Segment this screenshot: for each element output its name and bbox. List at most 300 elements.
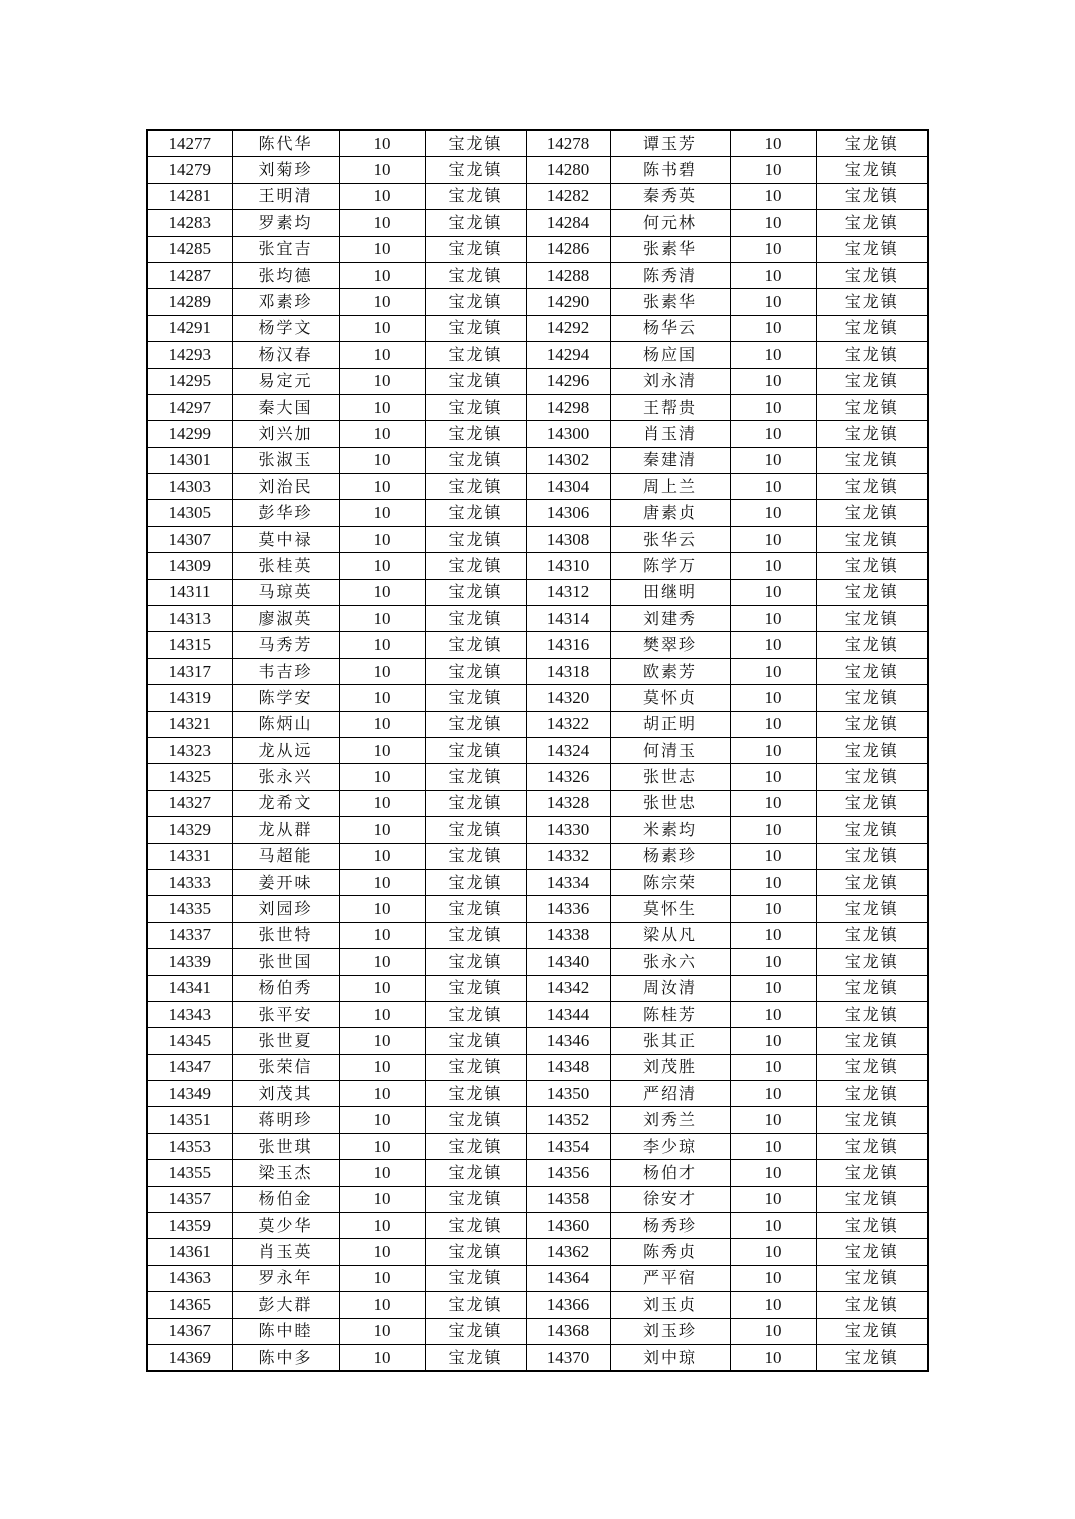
amount-cell: 10 [730, 922, 816, 948]
person-name-cell: 陈学安 [232, 685, 339, 711]
town-name-cell: 宝龙镇 [425, 447, 526, 473]
person-name-cell: 王明清 [232, 183, 339, 209]
record-number-cell: 14337 [147, 922, 232, 948]
record-number-cell: 14355 [147, 1160, 232, 1186]
person-name-cell: 罗素均 [232, 210, 339, 236]
person-name-cell: 易定元 [232, 368, 339, 394]
person-name-cell: 彭大群 [232, 1292, 339, 1318]
amount-cell: 10 [339, 342, 425, 368]
table-row [147, 210, 928, 236]
record-number-cell: 14323 [147, 737, 232, 763]
town-name-cell: 宝龙镇 [425, 421, 526, 447]
person-name-cell: 刘秀兰 [610, 1107, 730, 1133]
person-name-cell: 杨素珍 [610, 843, 730, 869]
town-name-cell: 宝龙镇 [425, 922, 526, 948]
person-name-cell: 莫怀贞 [610, 685, 730, 711]
person-name-cell: 张桂英 [232, 553, 339, 579]
record-number-cell: 14298 [526, 394, 610, 420]
town-name-cell: 宝龙镇 [816, 685, 928, 711]
person-name-cell: 张均德 [232, 262, 339, 288]
table-row [147, 764, 928, 790]
table-row [147, 1028, 928, 1054]
record-number-cell: 14279 [147, 157, 232, 183]
amount-cell: 10 [339, 474, 425, 500]
amount-cell: 10 [730, 526, 816, 552]
record-number-cell: 14341 [147, 975, 232, 1001]
record-number-cell: 14290 [526, 289, 610, 315]
record-number-cell: 14332 [526, 843, 610, 869]
town-name-cell: 宝龙镇 [425, 1081, 526, 1107]
person-name-cell: 刘园珍 [232, 896, 339, 922]
amount-cell: 10 [730, 130, 816, 157]
amount-cell: 10 [339, 1107, 425, 1133]
record-number-cell: 14329 [147, 817, 232, 843]
record-number-cell: 14345 [147, 1028, 232, 1054]
town-name-cell: 宝龙镇 [425, 949, 526, 975]
amount-cell: 10 [339, 236, 425, 262]
amount-cell: 10 [339, 1001, 425, 1027]
table-row [147, 869, 928, 895]
table-row [147, 315, 928, 341]
amount-cell: 10 [730, 447, 816, 473]
amount-cell: 10 [339, 658, 425, 684]
town-name-cell: 宝龙镇 [816, 737, 928, 763]
person-name-cell: 龙希文 [232, 790, 339, 816]
record-number-cell: 14293 [147, 342, 232, 368]
record-number-cell: 14322 [526, 711, 610, 737]
record-number-cell: 14309 [147, 553, 232, 579]
person-name-cell: 严绍清 [610, 1081, 730, 1107]
town-name-cell: 宝龙镇 [425, 1054, 526, 1080]
person-name-cell: 杨伯金 [232, 1186, 339, 1212]
amount-cell: 10 [730, 1344, 816, 1371]
record-number-cell: 14321 [147, 711, 232, 737]
person-name-cell: 龙从群 [232, 817, 339, 843]
amount-cell: 10 [339, 1186, 425, 1212]
amount-cell: 10 [339, 949, 425, 975]
record-number-cell: 14324 [526, 737, 610, 763]
town-name-cell: 宝龙镇 [816, 817, 928, 843]
person-name-cell: 马琼英 [232, 579, 339, 605]
amount-cell: 10 [730, 210, 816, 236]
person-name-cell: 刘永清 [610, 368, 730, 394]
record-number-cell: 14280 [526, 157, 610, 183]
record-number-cell: 14306 [526, 500, 610, 526]
amount-cell: 10 [339, 632, 425, 658]
table-row [147, 685, 928, 711]
person-name-cell: 张荣信 [232, 1054, 339, 1080]
table-row [147, 553, 928, 579]
record-number-cell: 14319 [147, 685, 232, 711]
person-name-cell: 张世琪 [232, 1133, 339, 1159]
person-name-cell: 梁玉杰 [232, 1160, 339, 1186]
person-name-cell: 刘中琼 [610, 1344, 730, 1371]
person-name-cell: 杨伯才 [610, 1160, 730, 1186]
person-name-cell: 刘茂胜 [610, 1054, 730, 1080]
town-name-cell: 宝龙镇 [816, 606, 928, 632]
town-name-cell: 宝龙镇 [425, 157, 526, 183]
town-name-cell: 宝龙镇 [425, 1133, 526, 1159]
amount-cell: 10 [730, 1133, 816, 1159]
record-number-cell: 14287 [147, 262, 232, 288]
person-name-cell: 姜开味 [232, 869, 339, 895]
record-number-cell: 14297 [147, 394, 232, 420]
record-number-cell: 14368 [526, 1318, 610, 1344]
record-number-cell: 14347 [147, 1054, 232, 1080]
person-name-cell: 陈书碧 [610, 157, 730, 183]
town-name-cell: 宝龙镇 [425, 843, 526, 869]
person-name-cell: 刘菊珍 [232, 157, 339, 183]
town-name-cell: 宝龙镇 [816, 1318, 928, 1344]
town-name-cell: 宝龙镇 [816, 1186, 928, 1212]
town-name-cell: 宝龙镇 [425, 606, 526, 632]
table-row [147, 1054, 928, 1080]
town-name-cell: 宝龙镇 [816, 1028, 928, 1054]
record-number-cell: 14295 [147, 368, 232, 394]
person-name-cell: 陈炳山 [232, 711, 339, 737]
town-name-cell: 宝龙镇 [816, 1054, 928, 1080]
record-number-cell: 14285 [147, 236, 232, 262]
person-name-cell: 何元林 [610, 210, 730, 236]
person-name-cell: 马秀芳 [232, 632, 339, 658]
town-name-cell: 宝龙镇 [816, 421, 928, 447]
person-name-cell: 陈秀清 [610, 262, 730, 288]
record-number-cell: 14342 [526, 975, 610, 1001]
amount-cell: 10 [339, 394, 425, 420]
town-name-cell: 宝龙镇 [816, 975, 928, 1001]
table-row [147, 790, 928, 816]
table-row [147, 1239, 928, 1265]
table-row [147, 896, 928, 922]
person-name-cell: 李少琼 [610, 1133, 730, 1159]
town-name-cell: 宝龙镇 [425, 1160, 526, 1186]
person-name-cell: 陈宗荣 [610, 869, 730, 895]
town-name-cell: 宝龙镇 [425, 130, 526, 157]
amount-cell: 10 [730, 1160, 816, 1186]
town-name-cell: 宝龙镇 [816, 579, 928, 605]
amount-cell: 10 [730, 632, 816, 658]
amount-cell: 10 [339, 500, 425, 526]
table-row [147, 843, 928, 869]
town-name-cell: 宝龙镇 [425, 1265, 526, 1291]
town-name-cell: 宝龙镇 [425, 1344, 526, 1371]
record-number-cell: 14369 [147, 1344, 232, 1371]
amount-cell: 10 [339, 210, 425, 236]
person-name-cell: 王帮贵 [610, 394, 730, 420]
town-name-cell: 宝龙镇 [816, 1001, 928, 1027]
person-name-cell: 杨伯秀 [232, 975, 339, 1001]
town-name-cell: 宝龙镇 [816, 447, 928, 473]
record-number-cell: 14281 [147, 183, 232, 209]
table-row [147, 737, 928, 763]
amount-cell: 10 [730, 394, 816, 420]
record-number-cell: 14317 [147, 658, 232, 684]
town-name-cell: 宝龙镇 [425, 315, 526, 341]
town-name-cell: 宝龙镇 [425, 1318, 526, 1344]
person-name-cell: 陈学万 [610, 553, 730, 579]
amount-cell: 10 [730, 1239, 816, 1265]
person-name-cell: 陈秀贞 [610, 1239, 730, 1265]
town-name-cell: 宝龙镇 [816, 896, 928, 922]
record-number-cell: 14292 [526, 315, 610, 341]
town-name-cell: 宝龙镇 [425, 632, 526, 658]
town-name-cell: 宝龙镇 [425, 685, 526, 711]
amount-cell: 10 [339, 368, 425, 394]
record-number-cell: 14300 [526, 421, 610, 447]
town-name-cell: 宝龙镇 [816, 526, 928, 552]
record-number-cell: 14352 [526, 1107, 610, 1133]
amount-cell: 10 [339, 1318, 425, 1344]
town-name-cell: 宝龙镇 [816, 658, 928, 684]
town-name-cell: 宝龙镇 [425, 1213, 526, 1239]
amount-cell: 10 [339, 1292, 425, 1318]
town-name-cell: 宝龙镇 [425, 1292, 526, 1318]
record-number-cell: 14360 [526, 1213, 610, 1239]
table-row [147, 289, 928, 315]
person-name-cell: 张世国 [232, 949, 339, 975]
person-name-cell: 莫少华 [232, 1213, 339, 1239]
amount-cell: 10 [730, 289, 816, 315]
amount-cell: 10 [730, 869, 816, 895]
amount-cell: 10 [730, 1081, 816, 1107]
person-name-cell: 田继明 [610, 579, 730, 605]
record-number-cell: 14356 [526, 1160, 610, 1186]
amount-cell: 10 [730, 1186, 816, 1212]
table-row [147, 1001, 928, 1027]
person-name-cell: 秦秀英 [610, 183, 730, 209]
person-name-cell: 杨汉春 [232, 342, 339, 368]
person-name-cell: 刘治民 [232, 474, 339, 500]
town-name-cell: 宝龙镇 [425, 764, 526, 790]
amount-cell: 10 [730, 1213, 816, 1239]
town-name-cell: 宝龙镇 [816, 236, 928, 262]
record-number-cell: 14315 [147, 632, 232, 658]
town-name-cell: 宝龙镇 [425, 737, 526, 763]
town-name-cell: 宝龙镇 [816, 130, 928, 157]
amount-cell: 10 [730, 368, 816, 394]
town-name-cell: 宝龙镇 [816, 711, 928, 737]
record-number-cell: 14364 [526, 1265, 610, 1291]
record-number-cell: 14294 [526, 342, 610, 368]
person-name-cell: 马超能 [232, 843, 339, 869]
town-name-cell: 宝龙镇 [425, 1239, 526, 1265]
person-name-cell: 莫怀生 [610, 896, 730, 922]
town-name-cell: 宝龙镇 [425, 790, 526, 816]
amount-cell: 10 [339, 183, 425, 209]
amount-cell: 10 [339, 157, 425, 183]
person-name-cell: 罗永年 [232, 1265, 339, 1291]
amount-cell: 10 [730, 500, 816, 526]
table-row [147, 817, 928, 843]
record-number-cell: 14362 [526, 1239, 610, 1265]
town-name-cell: 宝龙镇 [816, 289, 928, 315]
town-name-cell: 宝龙镇 [425, 817, 526, 843]
table-row [147, 658, 928, 684]
amount-cell: 10 [730, 1001, 816, 1027]
town-name-cell: 宝龙镇 [425, 658, 526, 684]
record-number-cell: 14326 [526, 764, 610, 790]
person-name-cell: 秦大国 [232, 394, 339, 420]
record-number-cell: 14366 [526, 1292, 610, 1318]
town-name-cell: 宝龙镇 [816, 843, 928, 869]
record-number-cell: 14357 [147, 1186, 232, 1212]
record-number-cell: 14301 [147, 447, 232, 473]
person-name-cell: 谭玉芳 [610, 130, 730, 157]
amount-cell: 10 [339, 790, 425, 816]
person-name-cell: 秦建清 [610, 447, 730, 473]
person-name-cell: 张永兴 [232, 764, 339, 790]
person-name-cell: 徐安才 [610, 1186, 730, 1212]
table-row [147, 1160, 928, 1186]
table-row [147, 1107, 928, 1133]
person-name-cell: 严平宿 [610, 1265, 730, 1291]
amount-cell: 10 [730, 262, 816, 288]
town-name-cell: 宝龙镇 [816, 1239, 928, 1265]
person-name-cell: 唐素贞 [610, 500, 730, 526]
town-name-cell: 宝龙镇 [425, 1028, 526, 1054]
record-number-cell: 14370 [526, 1344, 610, 1371]
person-name-cell: 莫中禄 [232, 526, 339, 552]
town-name-cell: 宝龙镇 [816, 183, 928, 209]
amount-cell: 10 [339, 447, 425, 473]
record-number-cell: 14305 [147, 500, 232, 526]
amount-cell: 10 [339, 975, 425, 1001]
amount-cell: 10 [730, 737, 816, 763]
amount-cell: 10 [339, 685, 425, 711]
amount-cell: 10 [730, 1265, 816, 1291]
person-name-cell: 米素均 [610, 817, 730, 843]
town-name-cell: 宝龙镇 [816, 210, 928, 236]
amount-cell: 10 [339, 764, 425, 790]
table-row [147, 1265, 928, 1291]
person-name-cell: 彭华珍 [232, 500, 339, 526]
record-number-cell: 14333 [147, 869, 232, 895]
amount-cell: 10 [339, 421, 425, 447]
table-row [147, 975, 928, 1001]
town-name-cell: 宝龙镇 [425, 474, 526, 500]
record-number-cell: 14318 [526, 658, 610, 684]
town-name-cell: 宝龙镇 [816, 500, 928, 526]
record-number-cell: 14367 [147, 1318, 232, 1344]
table-row [147, 342, 928, 368]
amount-cell: 10 [730, 949, 816, 975]
table-row [147, 1318, 928, 1344]
person-name-cell: 刘建秀 [610, 606, 730, 632]
table-row [147, 447, 928, 473]
town-name-cell: 宝龙镇 [425, 896, 526, 922]
table-row [147, 1344, 928, 1371]
record-number-cell: 14302 [526, 447, 610, 473]
person-name-cell: 张世特 [232, 922, 339, 948]
record-number-cell: 14339 [147, 949, 232, 975]
record-number-cell: 14303 [147, 474, 232, 500]
amount-cell: 10 [339, 262, 425, 288]
table-body [147, 130, 928, 1371]
person-name-cell: 张平安 [232, 1001, 339, 1027]
amount-cell: 10 [730, 315, 816, 341]
record-number-cell: 14338 [526, 922, 610, 948]
person-name-cell: 胡正明 [610, 711, 730, 737]
record-number-cell: 14282 [526, 183, 610, 209]
amount-cell: 10 [730, 183, 816, 209]
record-number-cell: 14351 [147, 1107, 232, 1133]
person-name-cell: 肖玉英 [232, 1239, 339, 1265]
record-number-cell: 14284 [526, 210, 610, 236]
table-row [147, 236, 928, 262]
town-name-cell: 宝龙镇 [816, 764, 928, 790]
person-name-cell: 樊翠珍 [610, 632, 730, 658]
person-name-cell: 欧素芳 [610, 658, 730, 684]
town-name-cell: 宝龙镇 [425, 500, 526, 526]
person-name-cell: 陈中多 [232, 1344, 339, 1371]
town-name-cell: 宝龙镇 [816, 1107, 928, 1133]
table-row [147, 526, 928, 552]
town-name-cell: 宝龙镇 [816, 315, 928, 341]
record-number-cell: 14312 [526, 579, 610, 605]
record-number-cell: 14336 [526, 896, 610, 922]
table-row [147, 1292, 928, 1318]
record-number-cell: 14278 [526, 130, 610, 157]
town-name-cell: 宝龙镇 [816, 949, 928, 975]
amount-cell: 10 [339, 869, 425, 895]
person-name-cell: 张华云 [610, 526, 730, 552]
amount-cell: 10 [339, 1133, 425, 1159]
record-number-cell: 14313 [147, 606, 232, 632]
record-number-cell: 14343 [147, 1001, 232, 1027]
record-number-cell: 14286 [526, 236, 610, 262]
town-name-cell: 宝龙镇 [816, 869, 928, 895]
town-name-cell: 宝龙镇 [816, 922, 928, 948]
town-name-cell: 宝龙镇 [816, 157, 928, 183]
amount-cell: 10 [730, 1107, 816, 1133]
amount-cell: 10 [339, 289, 425, 315]
amount-cell: 10 [339, 579, 425, 605]
amount-cell: 10 [730, 817, 816, 843]
town-name-cell: 宝龙镇 [425, 1186, 526, 1212]
record-number-cell: 14289 [147, 289, 232, 315]
town-name-cell: 宝龙镇 [816, 1344, 928, 1371]
amount-cell: 10 [730, 658, 816, 684]
amount-cell: 10 [730, 1054, 816, 1080]
town-name-cell: 宝龙镇 [816, 1133, 928, 1159]
amount-cell: 10 [730, 975, 816, 1001]
person-name-cell: 张世夏 [232, 1028, 339, 1054]
town-name-cell: 宝龙镇 [816, 394, 928, 420]
person-name-cell: 张世志 [610, 764, 730, 790]
town-name-cell: 宝龙镇 [816, 1265, 928, 1291]
person-name-cell: 刘兴加 [232, 421, 339, 447]
record-number-cell: 14327 [147, 790, 232, 816]
person-name-cell: 何清玉 [610, 737, 730, 763]
amount-cell: 10 [339, 606, 425, 632]
town-name-cell: 宝龙镇 [816, 632, 928, 658]
table-row [147, 711, 928, 737]
table-row [147, 183, 928, 209]
amount-cell: 10 [730, 579, 816, 605]
amount-cell: 10 [730, 553, 816, 579]
amount-cell: 10 [339, 553, 425, 579]
record-number-cell: 14311 [147, 579, 232, 605]
town-name-cell: 宝龙镇 [816, 790, 928, 816]
record-number-cell: 14316 [526, 632, 610, 658]
town-name-cell: 宝龙镇 [425, 210, 526, 236]
town-name-cell: 宝龙镇 [425, 394, 526, 420]
table-row [147, 949, 928, 975]
record-number-cell: 14328 [526, 790, 610, 816]
record-number-cell: 14363 [147, 1265, 232, 1291]
record-number-cell: 14340 [526, 949, 610, 975]
town-name-cell: 宝龙镇 [425, 553, 526, 579]
